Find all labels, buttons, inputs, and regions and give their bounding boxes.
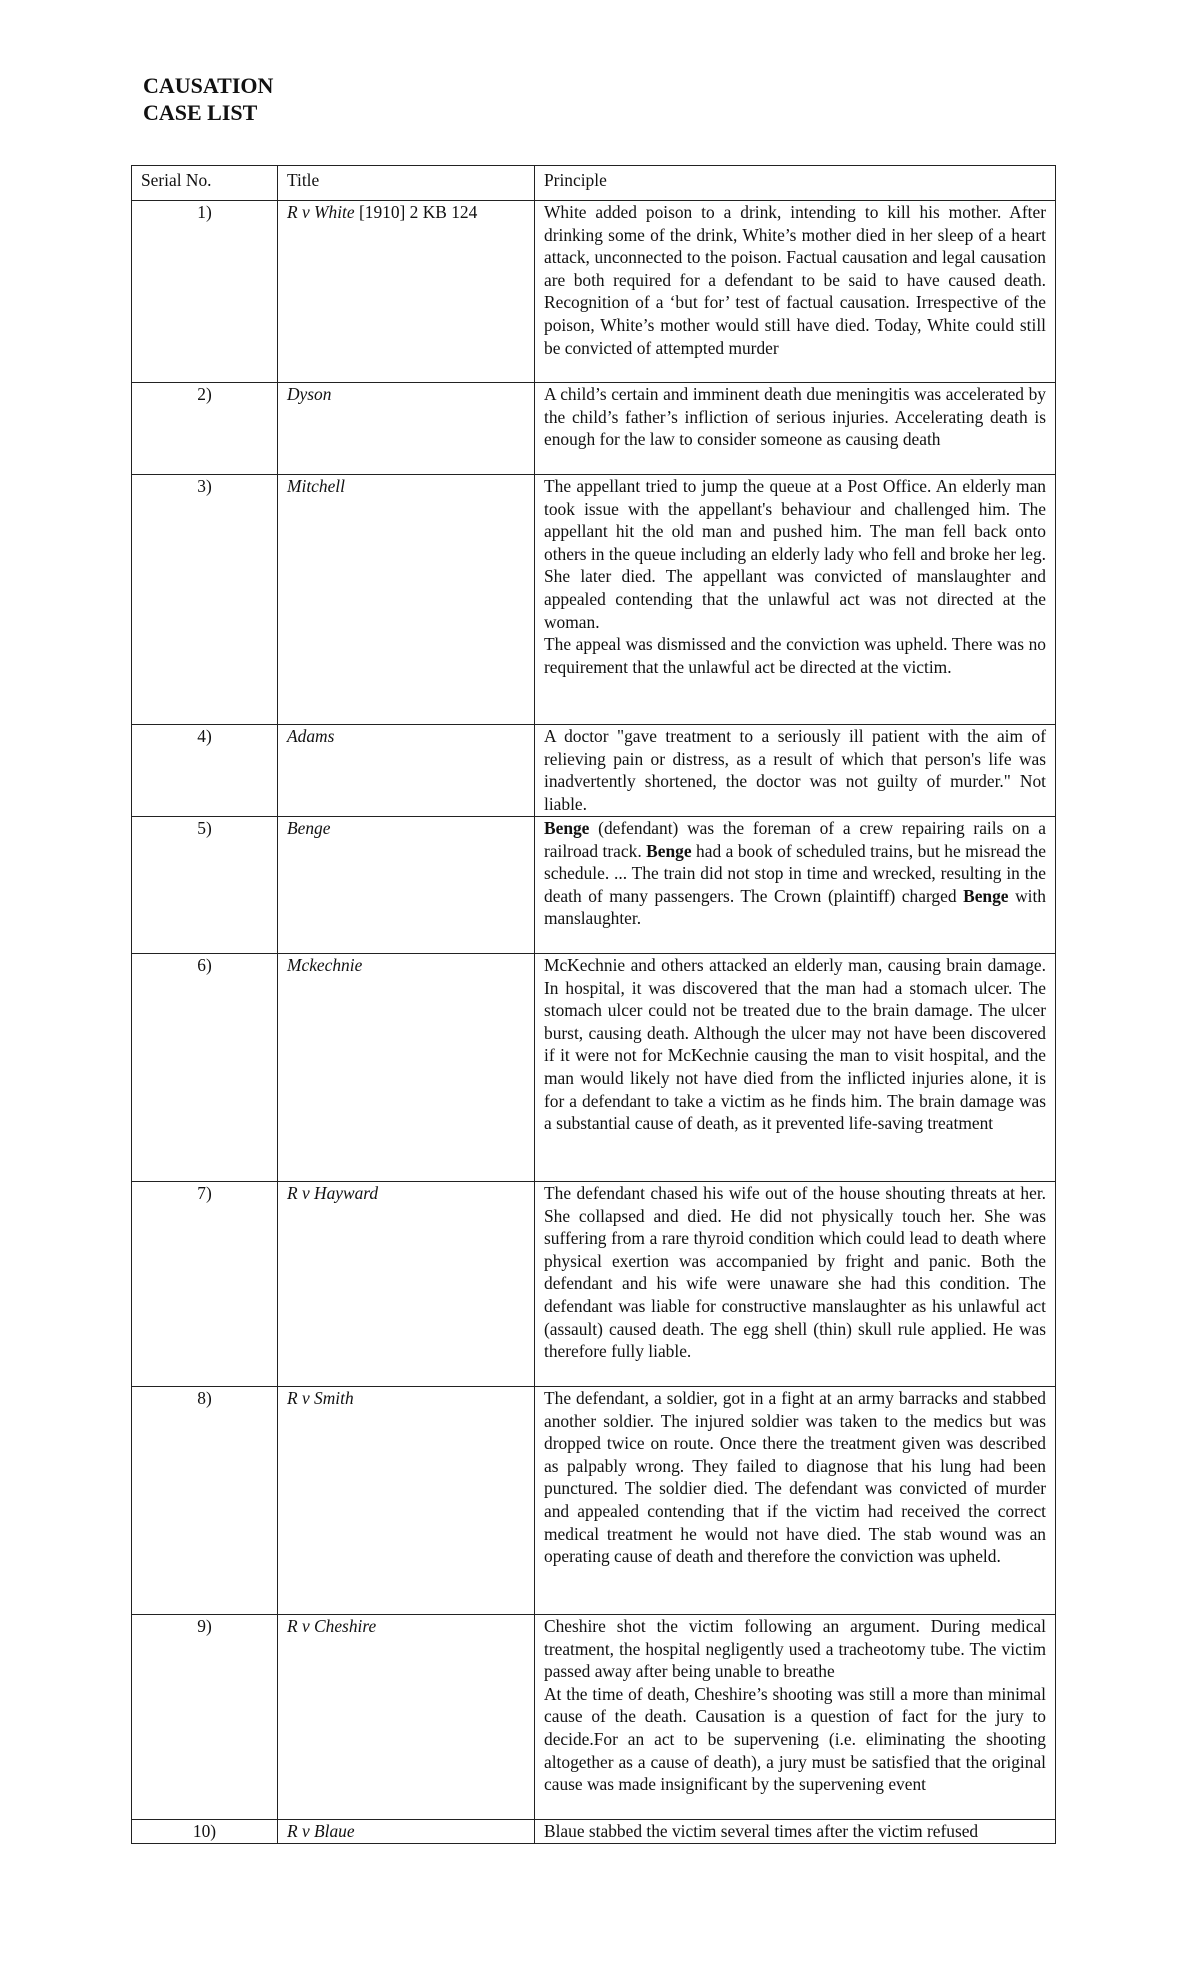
- principle-text: The appellant tried to jump the queue at a Post Office. An elderly man took issue with the appellant's behaviour and challenged him. The appellant hit the old man and pushed him. The man fell back onto others in the queue including an elderly lady who fell and broke her leg. She later died. The appellant was convicted of manslaughter and appealed contending that the unlawful act was not directed at the woman.: [544, 476, 1046, 632]
- row-title: Adams: [278, 725, 535, 817]
- row-title: Benge: [278, 817, 535, 954]
- header-serial: Serial No.: [132, 166, 278, 201]
- case-name: R v White: [287, 202, 355, 222]
- row-principle: [535, 201, 1056, 383]
- principle-fragment: had a book of scheduled trains, but he misread the schedule. ... The train did not stop in time and wrecked, resulting in the death of many passengers. The Crown (plaintiff) charged: [544, 840, 1046, 906]
- row-title: Dyson: [278, 383, 535, 475]
- table-header-row: [132, 166, 1056, 201]
- table-row: [132, 1615, 1056, 1820]
- row-serial: 7): [132, 1182, 278, 1387]
- principle-fragment: (defendant) was the foreman of a crew repairing rails on a railroad track.: [544, 818, 1046, 861]
- row-title: Mitchell: [278, 475, 535, 725]
- case-name-emphasis: Benge: [963, 885, 1009, 906]
- row-serial: 3): [132, 475, 278, 725]
- row-title: R v Blaue: [278, 1820, 535, 1844]
- principle-text-2: The appeal was dismissed and the conviction was upheld. There was no requirement that the unlawful act be directed at the victim.: [544, 634, 1046, 677]
- row-serial: 9): [132, 1615, 278, 1820]
- row-serial: 6): [132, 954, 278, 1182]
- principle-text: The defendant chased his wife out of the house shouting threats at her. She collapsed and died. He did not physically touch her. She was suffering from a rare thyroid condition which could lead to death where physical exertion was accompanied by fright and panic. Both the defendant and his wife were unaware she had this condition. The defendant was liable for constructive manslaughter as his unlawful act (assault) caused death. The egg shell (thin) skull rule applied. He was therefore fully liable.: [544, 1183, 1046, 1362]
- row-principle: [535, 725, 1056, 817]
- row-serial: 4): [132, 725, 278, 817]
- table-row: [132, 475, 1056, 725]
- principle-text-2: At the time of death, Cheshire’s shooting was still a more than minimal cause of the death. Causation is a question of fact for the jury to decide.For an act to be supervening (i.e. eliminating the shooting altogether as a cause of death), a jury must be satisfied that the original cause was made insignificant by the supervening event: [544, 1683, 1046, 1795]
- row-title: [278, 201, 535, 383]
- case-citation: [1910] 2 KB 124: [354, 202, 478, 222]
- table-row: [132, 725, 1056, 817]
- row-serial: 10): [132, 1820, 278, 1844]
- row-serial: 2): [132, 383, 278, 475]
- row-title: Mckechnie: [278, 954, 535, 1182]
- principle-text: The defendant, a soldier, got in a fight at an army barracks and stabbed another soldier. The injured soldier was taken to the medics but was dropped twice on route. Once there the treatment given was described as palpably wrong. They failed to diagnose that his lung had been punctured. The soldier died. The defendant was convicted of murder and appealed contending that if the victim had received the correct medical treatment he would not have died. The stab wound was an operating cause of death and therefore the conviction was upheld.: [544, 1388, 1046, 1567]
- row-title: R v Smith: [278, 1387, 535, 1615]
- principle-text: Blaue stabbed the victim several times after the victim refused: [544, 1821, 979, 1841]
- table-row: [132, 201, 1056, 383]
- case-name-emphasis: Benge: [544, 818, 590, 838]
- table-row: [132, 817, 1056, 954]
- table-row: [132, 954, 1056, 1182]
- principle-fragment: with manslaughter.: [544, 885, 1047, 929]
- principle-text: A doctor "gave treatment to a seriously ill patient with the aim of relieving pain or distress, as a result of which that person's life was inadvertently shortened, the doctor was not guilty of murder." Not liable.: [544, 726, 1046, 814]
- table-row: [132, 1387, 1056, 1615]
- heading-line-2: CASE LIST: [143, 100, 258, 125]
- principle-text: A child’s certain and imminent death due meningitis was accelerated by the child’s father’s infliction of serious injuries. Accelerating death is enough for the law to consider someone as causing death: [544, 384, 1046, 450]
- table-row: [132, 1182, 1056, 1387]
- document-heading: [143, 72, 273, 126]
- row-serial: 8): [132, 1387, 278, 1615]
- heading-line-1: CAUSATION: [143, 73, 274, 98]
- case-list-table: [131, 165, 1056, 1844]
- row-principle: [535, 817, 1056, 954]
- principle-text: [544, 817, 1046, 930]
- row-serial: 5): [132, 817, 278, 954]
- row-principle: [535, 475, 1056, 725]
- table-row: [132, 383, 1056, 475]
- principle-text: White added poison to a drink, intending to kill his mother. After drinking some of the drink, White’s mother died in her sleep of a heart attack, unconnected to the poison. Factual causation and legal causation are both required for a defendant to be said to have caused death. Recognition of a ‘but for’ test of factual causation. Irrespective of the poison, White’s mother would still have died. Today, White could still be convicted of attempted murder: [544, 202, 1046, 358]
- principle-text: Cheshire shot the victim following an argument. During medical treatment, the hospital negligently used a tracheotomy tube. The victim passed away after being unable to breathe: [544, 1616, 1046, 1682]
- row-serial: 1): [132, 201, 278, 383]
- header-principle: Principle: [535, 166, 1056, 201]
- row-principle: [535, 1820, 1056, 1844]
- header-title: Title: [278, 166, 535, 201]
- row-principle: [535, 1387, 1056, 1615]
- row-title: R v Hayward: [278, 1182, 535, 1387]
- case-name-emphasis: Benge: [646, 840, 692, 861]
- row-principle: [535, 1182, 1056, 1387]
- row-principle: [535, 383, 1056, 475]
- row-principle: [535, 954, 1056, 1182]
- row-title: R v Cheshire: [278, 1615, 535, 1820]
- table-row: [132, 1820, 1056, 1844]
- row-principle: [535, 1615, 1056, 1820]
- principle-text: McKechnie and others attacked an elderly man, causing brain damage. In hospital, it was discovered that the man had a stomach ulcer. The stomach ulcer could not be treated due to the brain damage. The ulcer burst, causing death. Although the ulcer may not have been discovered if it were not for McKechnie causing the man to visit hospital, and the man would likely not have died from the inflicted injuries alone, it is for a defendant to take a victim as he finds him. The brain damage was a substantial cause of death, as it prevented life-saving treatment: [544, 955, 1046, 1134]
